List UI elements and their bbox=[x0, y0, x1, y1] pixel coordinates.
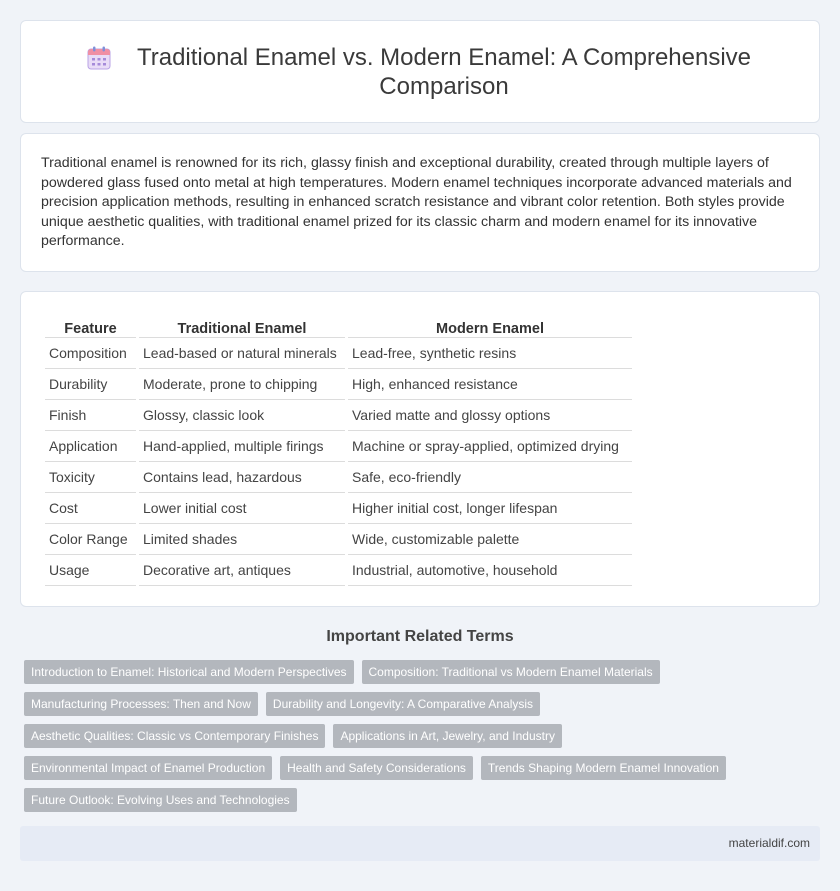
related-term-link[interactable]: Manufacturing Processes: Then and Now bbox=[24, 692, 258, 716]
comparison-table bbox=[42, 312, 635, 586]
related-term-link[interactable]: Future Outlook: Evolving Uses and Technologies bbox=[24, 788, 297, 812]
table-row bbox=[45, 462, 632, 493]
comparison-table-card bbox=[20, 291, 820, 607]
header-feature: Feature bbox=[45, 312, 136, 338]
cell-modern: Varied matte and glossy options bbox=[348, 400, 632, 431]
cell-traditional: Contains lead, hazardous bbox=[139, 462, 345, 493]
cell-traditional: Limited shades bbox=[139, 524, 345, 555]
intro-card bbox=[20, 133, 820, 272]
cell-modern: Machine or spray-applied, optimized drying bbox=[348, 431, 632, 462]
cell-feature: Color Range bbox=[45, 524, 136, 555]
cell-traditional: Hand-applied, multiple firings bbox=[139, 431, 345, 462]
table-row bbox=[45, 369, 632, 400]
cell-modern: Lead-free, synthetic resins bbox=[348, 338, 632, 369]
related-term-link[interactable]: Introduction to Enamel: Historical and Modern Perspectives bbox=[24, 660, 354, 684]
footer bbox=[20, 826, 820, 861]
footer-site-link[interactable]: materialdif.com bbox=[728, 836, 810, 850]
page-title: Traditional Enamel vs. Modern Enamel: A Comprehensive Comparison bbox=[136, 43, 752, 100]
cell-feature: Finish bbox=[45, 400, 136, 431]
cell-traditional: Decorative art, antiques bbox=[139, 555, 345, 586]
intro-text: Traditional enamel is renowned for its rich, glassy finish and exceptional durability, created through multiple layers of powdered glass fused onto metal at high temperatures. Modern enamel techniques incorporate advanced materials and precision application methods, resulting in enhanced scratch resistance and vibrant color retention. Both styles provide unique aesthetic qualities, with traditional enamel prized for its classic charm and modern enamel for its innovative performance. bbox=[41, 155, 792, 250]
related-term-link[interactable]: Aesthetic Qualities: Classic vs Contemporary Finishes bbox=[24, 724, 325, 748]
cell-modern: Wide, customizable palette bbox=[348, 524, 632, 555]
related-term-link[interactable]: Trends Shaping Modern Enamel Innovation bbox=[481, 756, 726, 780]
cell-feature: Application bbox=[45, 431, 136, 462]
cell-modern: Safe, eco-friendly bbox=[348, 462, 632, 493]
table-row bbox=[45, 431, 632, 462]
related-term-link[interactable]: Applications in Art, Jewelry, and Industry bbox=[333, 724, 562, 748]
header-card bbox=[20, 20, 820, 123]
related-term-link[interactable]: Composition: Traditional vs Modern Enamel Materials bbox=[362, 660, 660, 684]
table-row bbox=[45, 493, 632, 524]
cell-modern: High, enhanced resistance bbox=[348, 369, 632, 400]
cell-modern: Higher initial cost, longer lifespan bbox=[348, 493, 632, 524]
related-term-link[interactable]: Health and Safety Considerations bbox=[280, 756, 473, 780]
cell-feature: Composition bbox=[45, 338, 136, 369]
related-terms-title: Important Related Terms bbox=[326, 628, 514, 645]
related-term-link[interactable]: Environmental Impact of Enamel Production bbox=[24, 756, 272, 780]
calendar-icon bbox=[86, 45, 112, 71]
table-row bbox=[45, 400, 632, 431]
table-row bbox=[45, 555, 632, 586]
cell-traditional: Lower initial cost bbox=[139, 493, 345, 524]
table-row bbox=[45, 524, 632, 555]
cell-traditional: Moderate, prone to chipping bbox=[139, 369, 345, 400]
table-header-row bbox=[45, 312, 632, 338]
cell-traditional: Glossy, classic look bbox=[139, 400, 345, 431]
cell-modern: Industrial, automotive, household bbox=[348, 555, 632, 586]
related-terms-list bbox=[24, 660, 744, 820]
related-term-link[interactable]: Durability and Longevity: A Comparative Analysis bbox=[266, 692, 540, 716]
header-traditional: Traditional Enamel bbox=[139, 312, 345, 338]
cell-feature: Toxicity bbox=[45, 462, 136, 493]
table-row bbox=[45, 338, 632, 369]
header-modern: Modern Enamel bbox=[348, 312, 632, 338]
cell-feature: Usage bbox=[45, 555, 136, 586]
cell-feature: Durability bbox=[45, 369, 136, 400]
cell-feature: Cost bbox=[45, 493, 136, 524]
cell-traditional: Lead-based or natural minerals bbox=[139, 338, 345, 369]
